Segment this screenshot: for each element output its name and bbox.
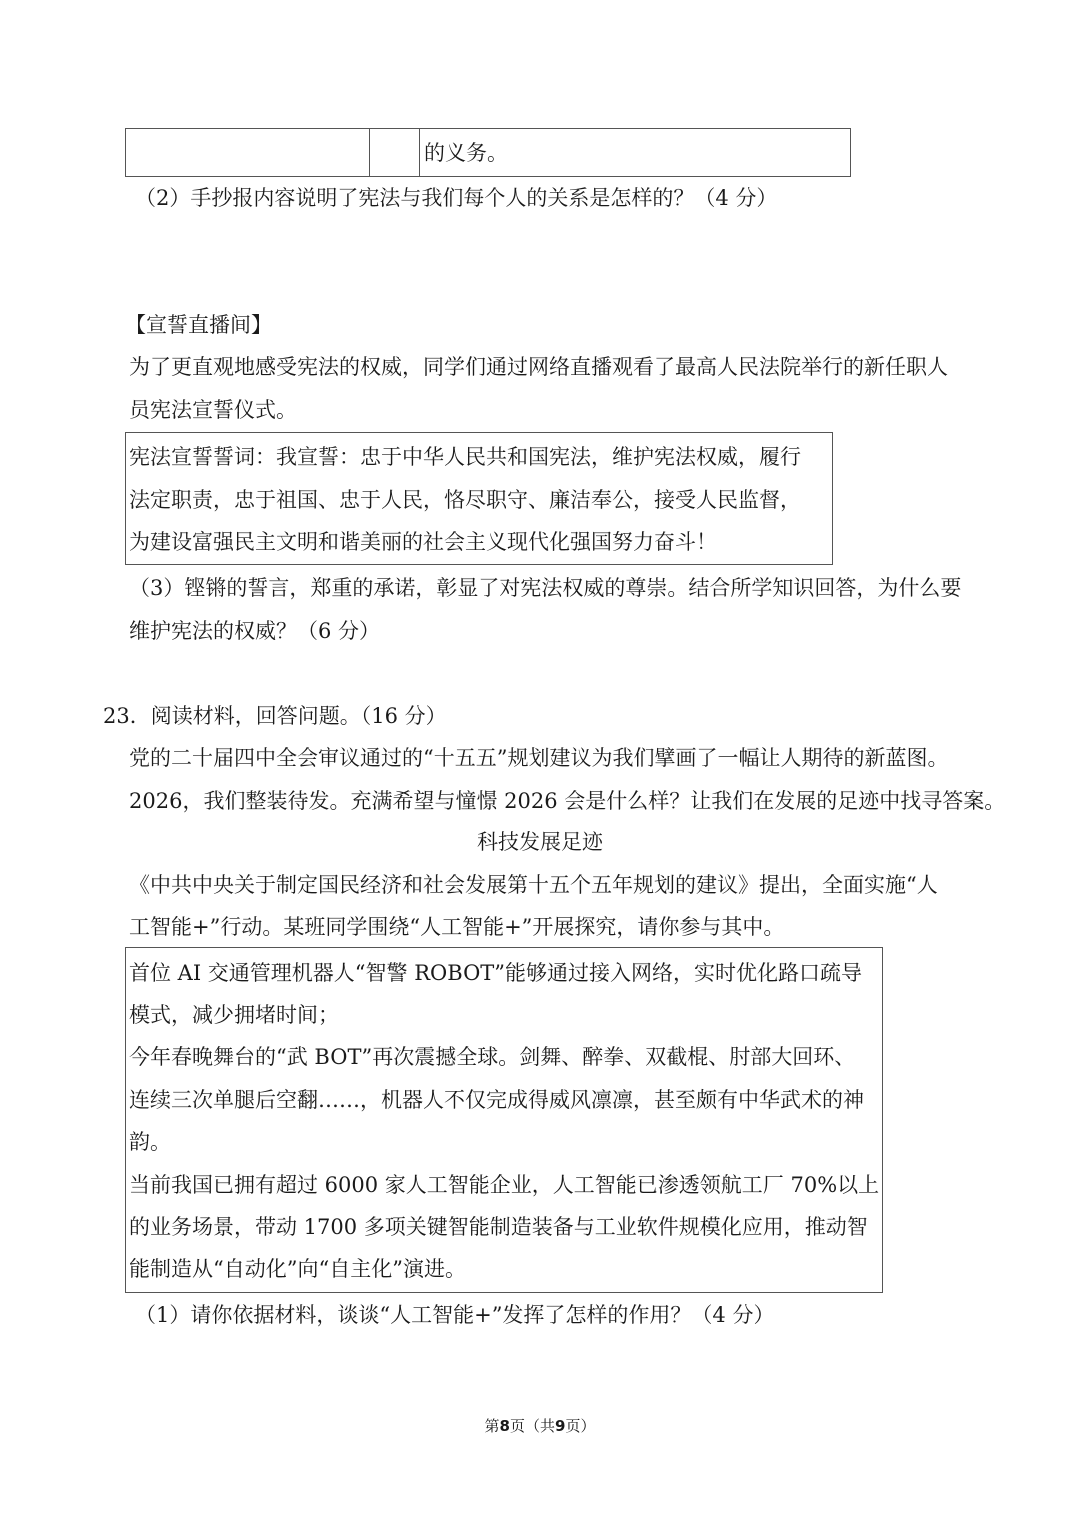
oath-box-line-2: 法定职责，忠于祖国、忠于人民，恪尽职守、廉洁奉公，接受人民监督， — [129, 488, 801, 512]
ai-box-line-3: 今年春晚舞台的“武 BOT”再次震撼全球。剑舞、醉拳、双截棍、肘部大回环、 — [129, 1045, 856, 1069]
section-title-oath: 【宣誓直播间】 — [125, 313, 272, 337]
ai-box-line-4: 连续三次单腿后空翻……，机器人不仅完成得威风凛凛，甚至颇有中华武术的神 — [129, 1088, 864, 1112]
footer-prefix: 第 — [484, 1417, 500, 1435]
oath-box-line-1: 宪法宣誓誓词：我宣誓：忠于中华人民共和国宪法，维护宪法权威，履行 — [129, 445, 801, 469]
oath-intro-line-1: 为了更直观地感受宪法的权威，同学们通过网络直播观看了最高人民法院举行的新任职人 — [129, 355, 948, 379]
q23-para-line-2: 工智能+”行动。某班同学围绕“人工智能+”开展探究，请你参与其中。 — [129, 915, 785, 939]
footer-suffix: 页） — [565, 1417, 596, 1435]
table-cell-2 — [370, 129, 420, 176]
oath-box-line-3: 为建设富强民主文明和谐美丽的社会主义现代化强国努力奋斗！ — [129, 530, 717, 554]
question-3-line-1: （3）铿锵的誓言，郑重的承诺，彰显了对宪法权威的尊崇。结合所学知识回答，为什么要 — [129, 576, 962, 600]
subtitle-tech: 科技发展足迹 — [477, 830, 603, 854]
ai-box-line-7: 的业务场景，带动 1700 多项关键智能制造装备与工业软件规模化应用，推动智 — [129, 1215, 868, 1239]
answer-table — [125, 128, 851, 177]
ai-box-line-2: 模式，减少拥堵时间； — [129, 1003, 339, 1027]
page-footer — [0, 1416, 1080, 1436]
footer-mid: 页（共 — [509, 1417, 555, 1435]
question-23-heading: 23．阅读材料，回答问题。（16 分） — [103, 704, 447, 728]
footer-total-pages: 9 — [555, 1417, 566, 1435]
ai-box-line-6: 当前我国已拥有超过 6000 家人工智能企业，人工智能已渗透领航工厂 70%以上 — [129, 1173, 880, 1197]
table-cell-3: 的义务。 — [424, 141, 508, 165]
ai-material-box — [125, 947, 883, 1293]
footer-page-number: 8 — [499, 1417, 510, 1435]
ai-box-line-1: 首位 AI 交通管理机器人“智警 ROBOT”能够通过接入网络，实时优化路口疏导 — [129, 961, 863, 985]
question-3-line-2: 维护宪法的权威？（6 分） — [129, 619, 381, 643]
ai-box-line-8: 能制造从“自动化”向“自主化”演进。 — [129, 1257, 466, 1281]
q23-para-line-1: 《中共中央关于制定国民经济和社会发展第十五个五年规划的建议》提出，全面实施“人 — [129, 873, 938, 897]
q23-question-1: （1）请你依据材料，谈谈“人工智能+”发挥了怎样的作用？（4 分） — [135, 1303, 775, 1327]
oath-intro-line-2: 员宪法宣誓仪式。 — [129, 398, 297, 422]
oath-text-box — [125, 432, 833, 565]
question-2: （2）手抄报内容说明了宪法与我们每个人的关系是怎样的？（4 分） — [135, 186, 778, 210]
ai-box-line-5: 韵。 — [129, 1130, 171, 1154]
q23-intro-line-1: 党的二十届四中全会审议通过的“十五五”规划建议为我们擘画了一幅让人期待的新蓝图。 — [129, 746, 949, 770]
table-cell-1 — [126, 129, 370, 176]
q23-intro-line-2: 2026，我们整装待发。充满希望与憧憬 2026 会是什么样？让我们在发展的足迹中找寻答案。 — [129, 789, 1006, 813]
